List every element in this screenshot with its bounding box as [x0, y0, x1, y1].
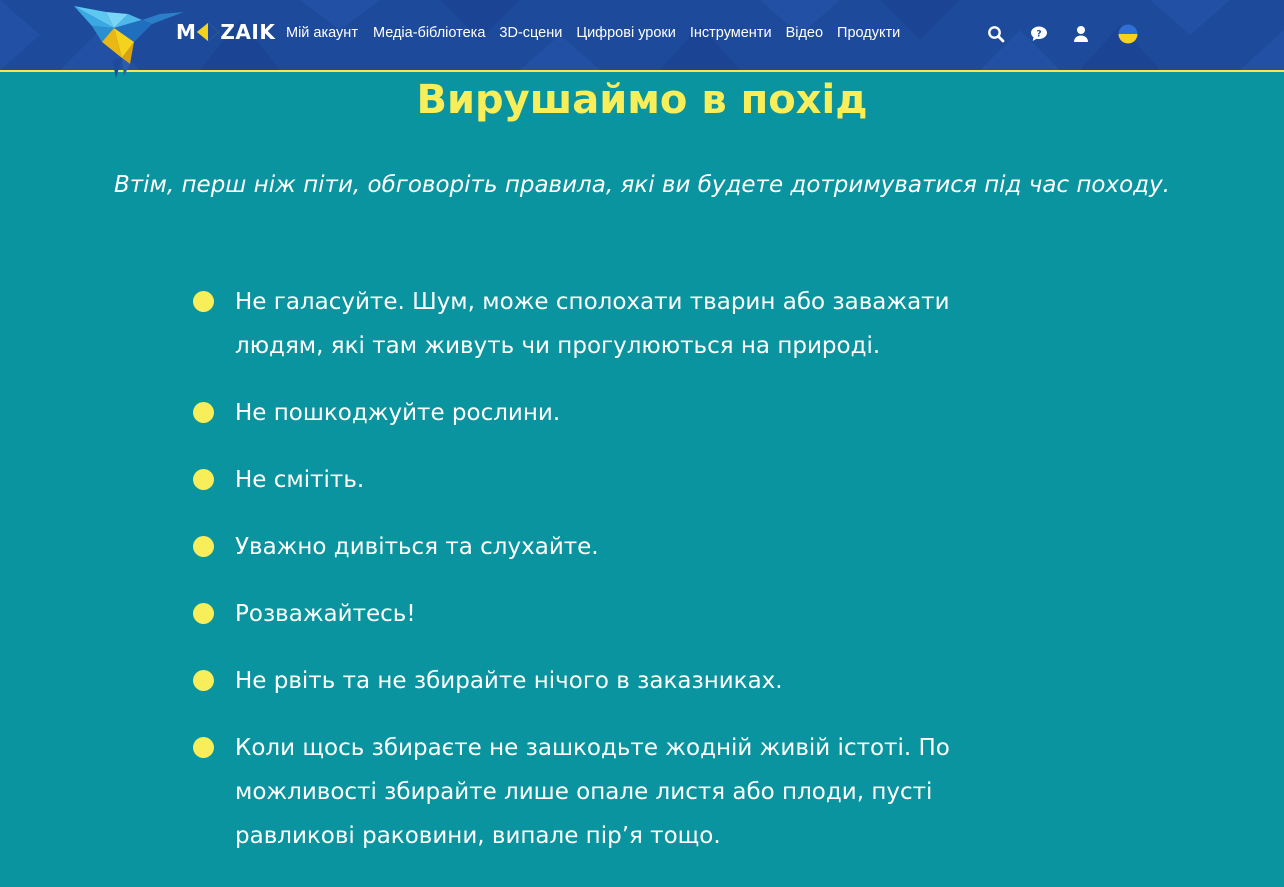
bullet-icon [193, 536, 214, 557]
svg-text:?: ? [1036, 29, 1042, 40]
list-item [193, 726, 1033, 858]
hiking-rules-list [193, 280, 1033, 881]
nav-media-library[interactable]: Медіа-бібліотека [372, 25, 486, 41]
nav-digital-lessons[interactable]: Цифрові уроки [576, 25, 676, 41]
bullet-icon [193, 402, 214, 423]
rule-text: Не галасуйте. Шум, може сполохати тварин або заважати людям, які там живуть чи прогулюються на природі. [235, 289, 950, 359]
list-item [193, 458, 1033, 502]
brand-letters-zaik: ZAIK [220, 20, 276, 44]
brand-logo[interactable] [176, 20, 292, 44]
bullet-icon [193, 670, 214, 691]
nav-tools[interactable]: Інструменти [689, 25, 772, 41]
header-accent-line [0, 70, 1284, 72]
rule-text: Коли щось збираєте не зашкодьте жодній живій істоті. По можливості збирайте лише опале листя або плоди, пусті равликові раковини, випале пір’я тощо. [235, 735, 950, 849]
rule-text: Уважно дивіться та слухайте. [235, 534, 599, 560]
list-item [193, 525, 1033, 569]
nav-3d-scenes[interactable]: 3D-сцени [499, 25, 563, 41]
nav-video[interactable]: Відео [785, 25, 824, 41]
bullet-icon [193, 469, 214, 490]
origami-bird-logo-icon[interactable] [72, 2, 190, 80]
rule-text: Розважайтесь! [235, 601, 416, 627]
main-nav [286, 23, 914, 43]
bullet-icon [193, 291, 214, 312]
bullet-icon [193, 737, 214, 758]
brand-diamond-icon [197, 23, 219, 41]
search-icon[interactable] [986, 24, 1006, 44]
rule-text: Не пошкоджуйте рослини. [235, 400, 561, 426]
list-item [193, 659, 1033, 703]
page-title: Вирушаймо в похід [416, 77, 868, 123]
nav-products[interactable]: Продукти [837, 25, 901, 41]
intro-text: Втім, перш ніж піти, обговоріть правила, які ви будете дотримуватися під час походу. [113, 172, 1170, 198]
rule-text: Не рвіть та не збирайте нічого в заказниках. [235, 668, 783, 694]
user-icon[interactable] [1071, 24, 1091, 44]
ukraine-flag-icon[interactable] [1118, 24, 1138, 44]
rule-text: Не смітіть. [235, 467, 365, 493]
bullet-icon [193, 603, 214, 624]
help-chat-icon[interactable] [1029, 24, 1049, 44]
list-item [193, 280, 1033, 368]
brand-letter-m: M [176, 20, 197, 44]
list-item [193, 592, 1033, 636]
nav-my-account[interactable]: Мій акаунт [286, 25, 358, 41]
top-navigation-bar [0, 0, 1284, 70]
list-item [193, 391, 1033, 435]
